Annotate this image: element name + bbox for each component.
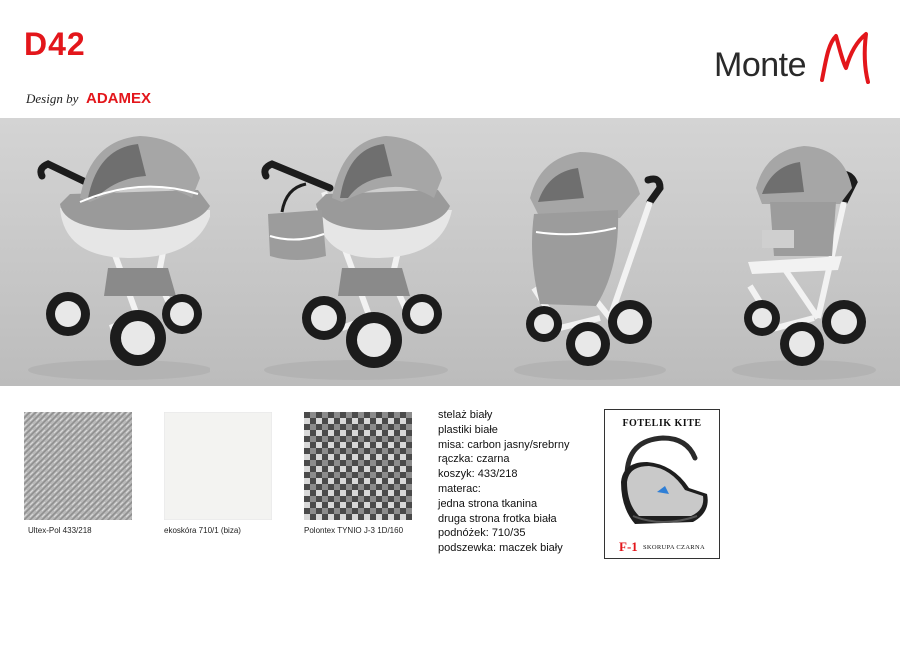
swatch-polontex — [304, 412, 412, 520]
spec-line: koszyk: 433/218 — [438, 468, 518, 481]
spec-line: plastiki białe — [438, 423, 498, 436]
spec-line: podnóżek: 710/35 — [438, 527, 526, 540]
swatch-label-2: ekoskóra 710/1 (biza) — [164, 526, 241, 535]
swatch-label-3: Polontex TYNIO J-3 1D/160 — [304, 526, 404, 535]
stroller-photo-4 — [722, 118, 882, 386]
designer-credit — [26, 90, 151, 107]
car-seat-note: SKORUPA CZARNA — [643, 544, 705, 551]
car-seat-code: F-1 — [619, 539, 638, 554]
car-seat-image — [613, 432, 713, 536]
spec-line: druga strona frotka biała — [438, 512, 557, 525]
spec-line: podszewka: maczek biały — [438, 542, 563, 555]
logo-m-mark — [818, 30, 874, 86]
car-seat-panel — [604, 409, 720, 559]
spec-line: jedna strona tkanina — [438, 497, 538, 510]
spec-line: rączka: czarna — [438, 453, 510, 466]
stroller-photo-2 — [246, 118, 456, 386]
design-by-label: Design by — [26, 91, 79, 106]
spec-line: materac: — [438, 482, 481, 495]
designer-name: ADAMEX — [85, 90, 151, 107]
monte-logo — [714, 30, 874, 90]
spec-line: stelaż biały — [438, 409, 493, 421]
logo-text: Monte — [714, 46, 806, 84]
swatch-ultex-pol — [24, 412, 132, 520]
stroller-photo-3 — [500, 118, 670, 386]
spec-list — [438, 408, 569, 556]
stroller-photo-1 — [20, 118, 210, 386]
spec-line: misa: carbon jasny/srebrny — [438, 438, 570, 451]
stroller-photo-strip — [0, 118, 900, 386]
model-code: D42 — [24, 26, 86, 62]
car-seat-title: FOTELIK KITE — [622, 418, 702, 429]
swatch-label-1: Ultex-Pol 433/218 — [28, 526, 92, 535]
swatch-ekoskora — [164, 412, 272, 520]
